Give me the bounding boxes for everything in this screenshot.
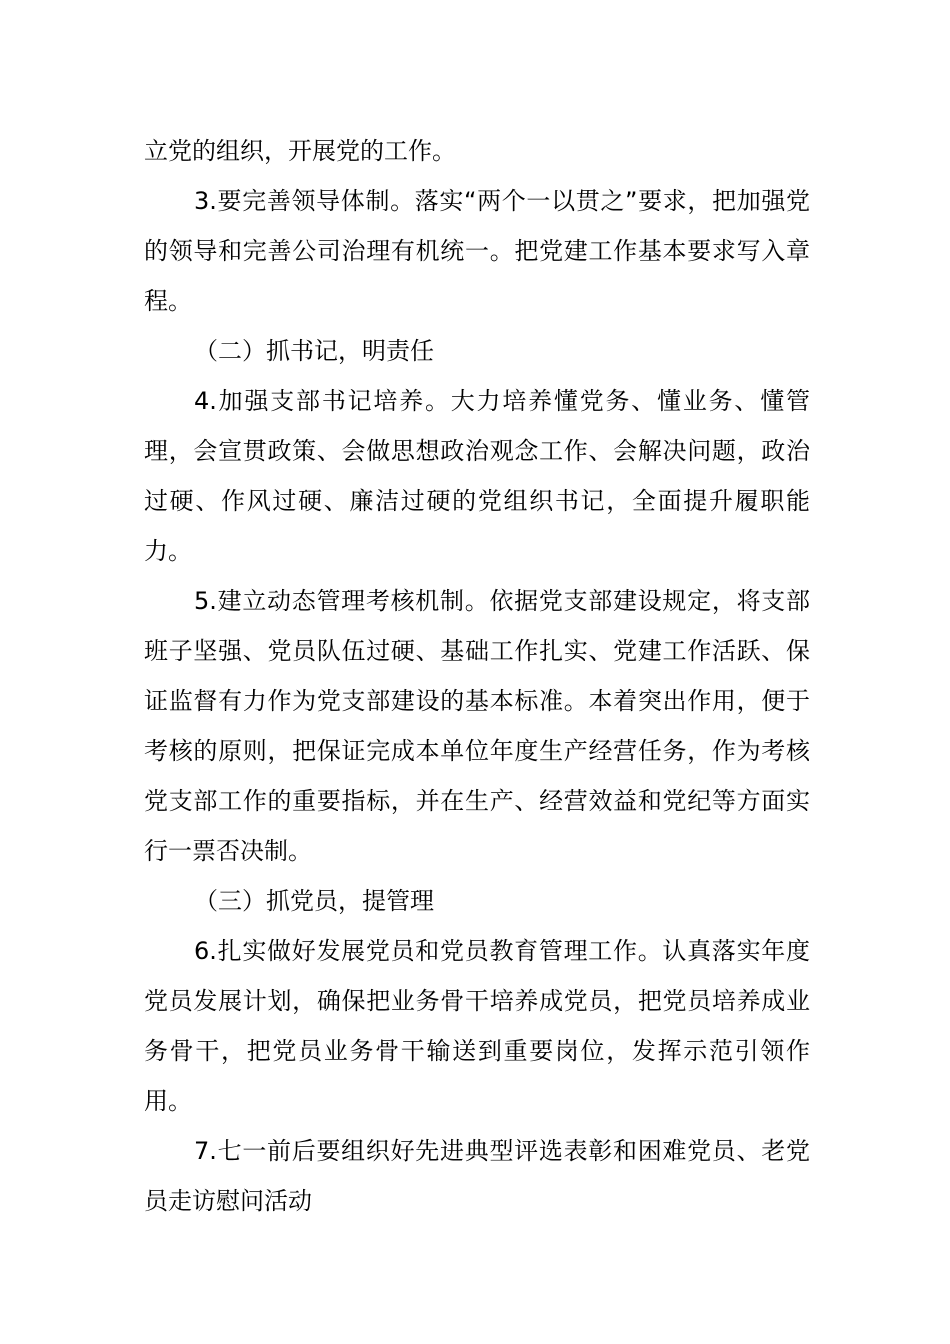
paragraph-item-4: 4.加强支部书记培养。大力培养懂党务、懂业务、懂管理，会宣贯政策、会做思想政治观念工作、会解决问题，政治过硬、作风过硬、廉洁过硬的党组织书记，全面提升履职能力。 [144,387,810,565]
section-heading-2: （二）抓书记，明责任 [194,337,434,365]
document-body [144,126,810,1226]
paragraph-continuation: 立党的组织，开展党的工作。 [144,137,456,165]
paragraph-item-3: 3.要完善领导体制。落实“两个一以贯之”要求，把加强党的领导和完善公司治理有机统一。把党建工作基本要求写入章程。 [144,187,810,315]
section-heading-3: （三）抓党员，提管理 [194,887,434,915]
paragraph-item-7: 7.七一前后要组织好先进典型评选表彰和困难党员、老党员走访慰问活动 [144,1137,810,1215]
paragraph-item-6: 6.扎实做好发展党员和党员教育管理工作。认真落实年度党员发展计划，确保把业务骨干培养成党员，把党员培养成业务骨干，把党员业务骨干输送到重要岗位，发挥示范引领作用。 [144,937,810,1115]
paragraph-item-5: 5.建立动态管理考核机制。依据党支部建设规定，将支部班子坚强、党员队伍过硬、基础工作扎实、党建工作活跃、保证监督有力作为党支部建设的基本标准。本着突出作用，便于考核的原则，把保证完成本单位年度生产经营任务，作为考核党支部工作的重要指标，并在生产、经营效益和党纪等方面实行一票否决制。 [144,587,810,865]
